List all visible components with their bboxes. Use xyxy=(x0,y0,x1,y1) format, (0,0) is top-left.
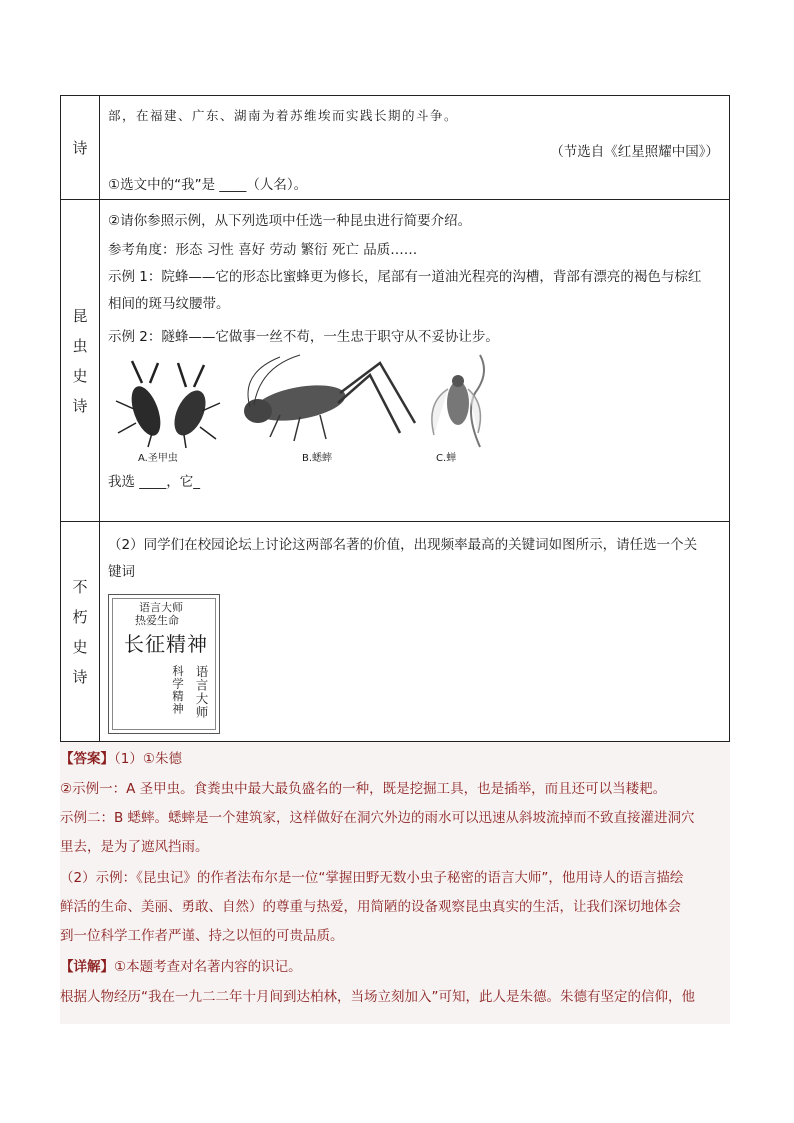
my-choice-prompt: 我选 ____，它_ xyxy=(108,474,201,490)
keyword-vertical: 科学精神 xyxy=(171,665,185,715)
keyword-main: 长征精神 xyxy=(124,632,208,656)
cricket-illustration xyxy=(230,353,420,449)
answer-line: 【详解】①本题考查对名著内容的识记。 xyxy=(60,959,302,975)
cicada-illustration xyxy=(420,353,500,449)
answer-line: 里去，是为了遮风挡雨。 xyxy=(60,839,209,855)
answer-tag: 【答案】 xyxy=(60,751,114,767)
answer-line: 【答案】（1）①朱德 xyxy=(60,751,182,767)
row-label-poem: 诗 xyxy=(61,96,100,200)
question-2-part2: （2）同学们在校园论坛上讨论这两部名著的价值，出现频率最高的关键词如图所示，请任选一个关 xyxy=(108,537,698,553)
keyword: 语言大师 xyxy=(139,601,183,614)
row-label-immortal-epic: 不 朽 史 诗 xyxy=(61,522,100,742)
table-row xyxy=(61,96,730,200)
answer-line: （2）示例：《昆虫记》的作者法布尔是一位“掌握田野无数小虫子秘密的语言大师”，他用诗人的语言描绘 xyxy=(60,870,684,886)
answer-section xyxy=(60,742,730,1024)
keyword: 热爱生命 xyxy=(135,614,179,627)
example-1: 示例 1：院蜂——它的形态比蜜蜂更为修长，尾部有一道油光程亮的沟槽，背部有漂亮的褐色与棕红 xyxy=(108,269,702,285)
passage-source: （节选自《红星照耀中国》） xyxy=(550,144,719,160)
caption-cricket: B.蟋蟀 xyxy=(302,453,333,464)
quoted-passage: 部，在福建、广东、湖南为着苏维埃而实践长期的斗争。 xyxy=(108,108,459,123)
answer-line: 鲜活的生命、美丽、勇敢、自然）的尊重与热爱，用简陋的设备观察昆虫真实的生活，让我们深切地体会 xyxy=(60,899,681,915)
insect-illustrations xyxy=(100,353,729,465)
answer-line: 示例二：B 蟋蟀。蟋蟀是一个建筑家，这样做好在洞穴外边的雨水可以迅速从斜坡流掉而不致直接灌进洞穴 xyxy=(60,810,695,826)
row-label-insect-epic: 昆 虫 史 诗 xyxy=(61,200,100,522)
keyword-vertical: 语言大师 xyxy=(194,665,209,719)
caption-cicada: C.蝉 xyxy=(436,453,457,464)
answer-line: 根据人物经历“我在一九二二年十月间到达柏林，当场立刻加入”可知，此人是朱德。朱德有坚定的信仰，他 xyxy=(60,989,695,1005)
answer-line: ②示例一：A 圣甲虫。食粪虫中最大最负盛名的一种，既是挖掘工具，也是插举，而且还可以当耧耙。 xyxy=(60,781,667,797)
content-table xyxy=(60,95,730,742)
question-1: ①选文中的“我”是 ____（人名）。 xyxy=(108,177,308,193)
immortal-cell xyxy=(100,522,730,742)
reference-angles: 参考角度：形态 习性 喜好 劳动 繁衍 死亡 品质…… xyxy=(108,242,418,258)
scarab-beetle-illustration xyxy=(112,353,222,449)
table-row xyxy=(61,522,730,742)
insect-cell xyxy=(100,200,730,522)
detail-tag: 【详解】 xyxy=(60,959,114,975)
answer-line: 到一位科学工作者严谨、持之以恒的可贵品质。 xyxy=(60,928,344,944)
poem-cell xyxy=(100,96,730,200)
question-2-part2-cont: 键词 xyxy=(108,564,135,580)
table-row xyxy=(61,200,730,522)
example-1-cont: 相间的斑马纹腰带。 xyxy=(108,296,230,312)
caption-scarab: A.圣甲虫 xyxy=(138,453,178,464)
keyword-cloud-image xyxy=(108,594,220,734)
question-2: ②请你参照示例，从下列选项中任选一种昆虫进行简要介绍。 xyxy=(108,213,472,229)
example-2: 示例 2：隧蜂——它做事一丝不苟，一生忠于职守从不妥协让步。 xyxy=(108,329,499,345)
